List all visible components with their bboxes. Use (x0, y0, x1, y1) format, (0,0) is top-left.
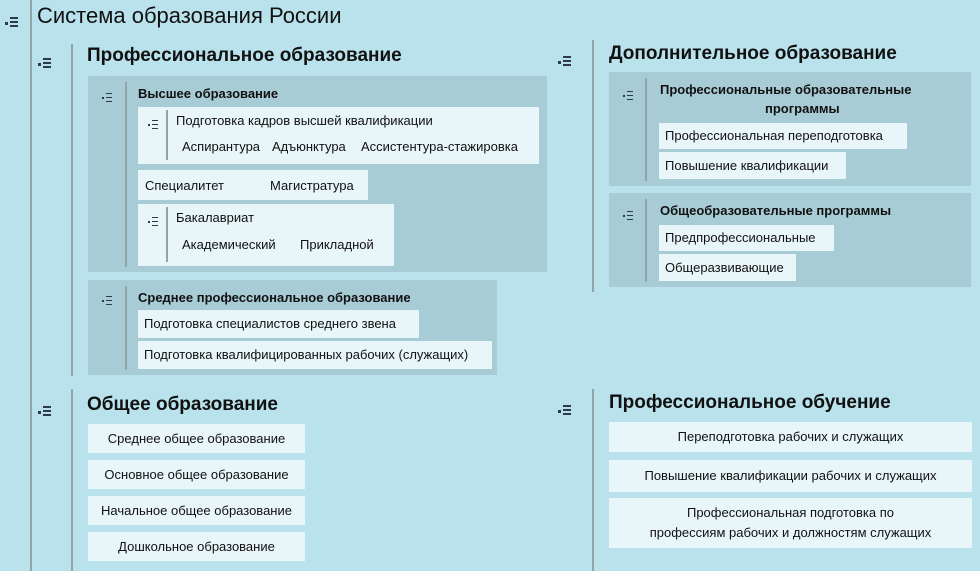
item-academic: Академический (182, 237, 276, 252)
outline-icon[interactable] (5, 17, 18, 29)
bachelor-title: Бакалавриат (176, 210, 255, 225)
training-outline-line (592, 389, 594, 571)
general-item-box: Дошкольное образование (88, 532, 305, 561)
item-magistratura: Магистратура (270, 178, 354, 193)
higher-education-title: Высшее образование (138, 86, 279, 101)
additional-outline-line (592, 40, 594, 292)
postgraduate-outline-line (166, 110, 168, 160)
additional-item-box: Общеразвивающие (659, 254, 796, 281)
training-item-box: Переподготовка рабочих и служащих (609, 422, 972, 452)
professional-title: Профессиональное образование (87, 45, 402, 66)
additional-item-box: Профессиональная переподготовка (659, 123, 907, 149)
outline-icon[interactable] (623, 91, 633, 101)
general-outline-line (71, 389, 73, 571)
secondary-item-box: Подготовка квалифицированных рабочих (служащих) (138, 341, 492, 369)
prof-programs-title-line1: Профессиональные образовательные (660, 82, 912, 97)
secondary-item-box: Подготовка специалистов среднего звена (138, 310, 419, 338)
outline-icon[interactable] (148, 120, 158, 130)
additional-title: Дополнительное образование (609, 43, 897, 64)
general-title: Общее образование (87, 394, 279, 415)
additional-item-box: Повышение квалификации (659, 152, 846, 179)
outline-icon[interactable] (102, 93, 112, 103)
general-item-box: Основное общее образование (88, 460, 305, 489)
page-title: Система образования России (37, 3, 342, 28)
training-item-box (609, 498, 972, 548)
item-aspirantura: Аспирантура (182, 139, 261, 154)
outline-icon[interactable] (38, 58, 51, 70)
professional-outline-line (71, 44, 73, 376)
general-programs-title: Общеобразовательные программы (660, 203, 892, 218)
item-specialitet: Специалитет (145, 178, 225, 193)
training-last-line1: Профессиональная подготовка по (686, 505, 895, 520)
root-outline-line (30, 0, 32, 571)
secondary-outline-line (125, 286, 127, 370)
prof-programs-title-line2: программы (765, 101, 840, 116)
outline-icon[interactable] (558, 56, 571, 68)
item-assistentura: Ассистентура-стажировка (361, 139, 518, 154)
postgraduate-title: Подготовка кадров высшей квалификации (176, 113, 433, 128)
item-applied: Прикладной (300, 237, 374, 252)
outline-icon[interactable] (148, 217, 158, 227)
general-programs-outline-line (645, 199, 647, 282)
outline-icon[interactable] (558, 405, 571, 417)
outline-icon[interactable] (623, 211, 633, 221)
training-title: Профессиональное обучение (609, 392, 891, 413)
item-adyunktura: Адъюнктура (272, 139, 346, 154)
training-item-box: Повышение квалификации рабочих и служащих (609, 460, 972, 492)
general-item-box: Среднее общее образование (88, 424, 305, 453)
secondary-professional-title: Среднее профессиональное образование (138, 290, 411, 305)
additional-item-box: Предпрофессиональные (659, 225, 834, 251)
training-last-line2: профессиям рабочих и должностям служащих (649, 525, 932, 540)
outline-icon[interactable] (38, 406, 51, 418)
general-item-box: Начальное общее образование (88, 496, 305, 525)
outline-icon[interactable] (102, 296, 112, 306)
higher-outline-line (125, 82, 127, 267)
bachelor-outline-line (166, 207, 168, 262)
prof-programs-outline-line (645, 78, 647, 181)
